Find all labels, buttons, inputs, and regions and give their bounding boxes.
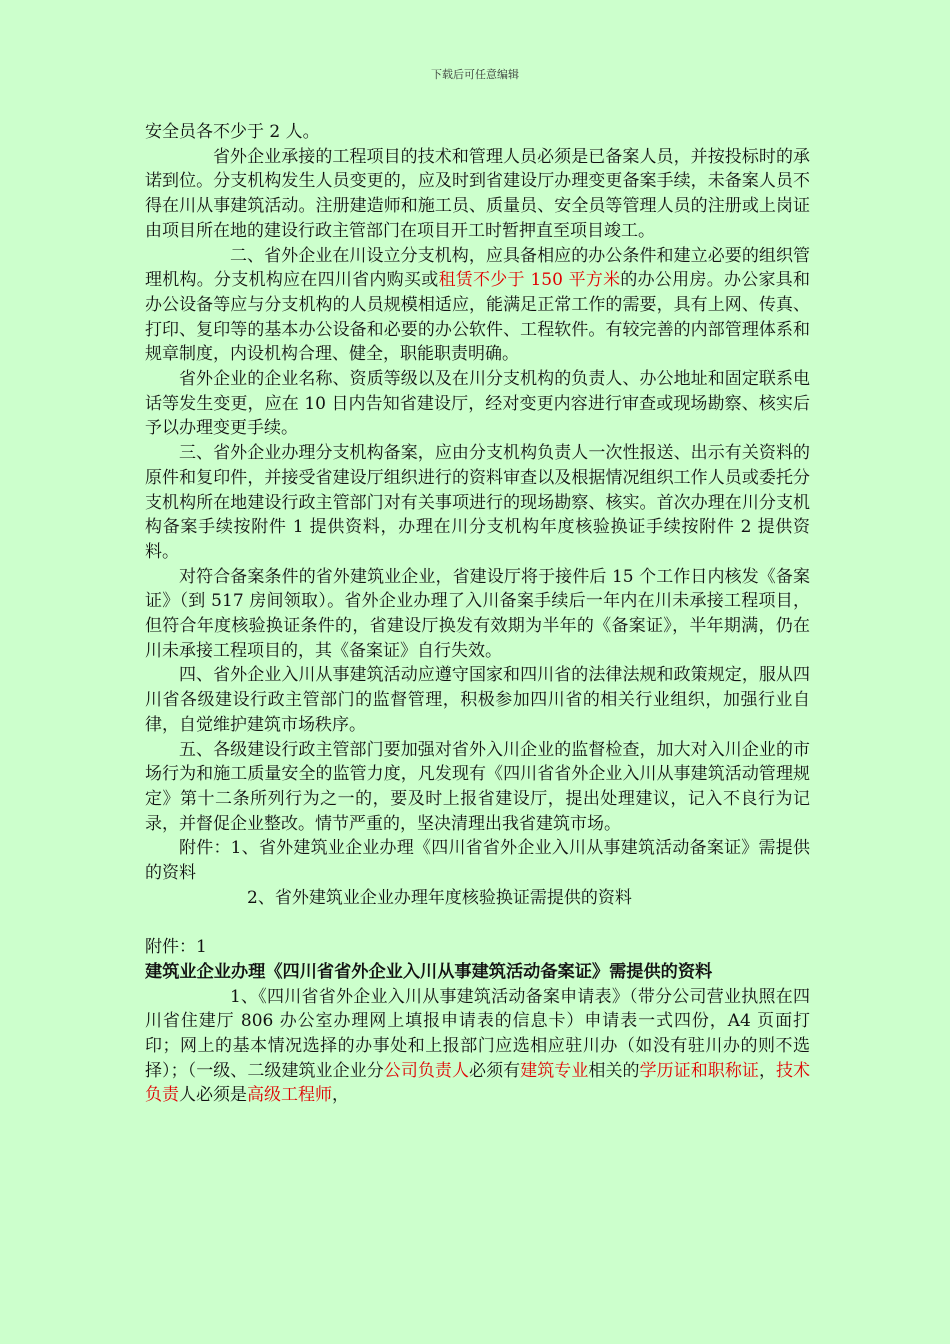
paragraph: [145, 935, 810, 960]
highlighted-text: 建筑专业: [520, 1060, 589, 1081]
text-run: 四、省外企业入川从事建筑活动应遵守国家和四川省的法律法规和政策规定，服从四川省各级建设行政主管部门的监督管理，积极参加四川省的相关行业组织，加强行业自律，自觉维护建筑市场秩序。: [145, 665, 810, 735]
text-run: 人必须是: [179, 1085, 247, 1106]
paragraph: [145, 145, 810, 244]
highlighted-text: 公司负责人: [383, 1060, 470, 1081]
blank-line: [145, 911, 810, 936]
text-run: 2、省外建筑业企业办理年度核验换证需提供的资料: [247, 887, 632, 908]
text-run: 相关的: [588, 1060, 640, 1081]
text-run: 附件：1: [145, 937, 207, 958]
highlighted-text: 技术负责: [145, 1060, 811, 1106]
text-run: 建筑业企业办理《四川省省外企业入川从事建筑活动备案证》需提供的资料: [145, 961, 713, 982]
text-run: 省外企业承接的工程项目的技术和管理人员必须是已备案人员，并按投标时的承诺到位。分支机构发生人员变更的，应及时到省建设厅办理变更备案手续，未备案人员不得在川从事建筑活动。注册建造师和施工员、质量员、安全员等管理人员的注册或上岗证由项目所在地的建设行政主管部门在项目开工时暂押直至项目竣工。: [145, 146, 810, 241]
text-run: ，: [332, 1085, 349, 1106]
paragraph: [145, 244, 810, 368]
paragraph: [145, 663, 810, 737]
paragraph: [145, 367, 810, 441]
text-run: ，: [758, 1060, 776, 1081]
text-run: 附件：1、省外建筑业企业办理《四川省省外企业入川从事建筑活动备案证》需提供的资料: [145, 838, 810, 884]
highlighted-text: 学历证和职称证: [639, 1060, 759, 1081]
paragraph: [145, 738, 810, 837]
paragraph: [145, 565, 810, 664]
text-run: 三、省外企业办理分支机构备案，应由分支机构负责人一次性报送、出示有关资料的原件和复印件，并接受省建设厅组织进行的资料审查以及根据情况组织工作人员或委托分支机构所在地建设行政主管部门对有关事项进行的现场勘察、核实。首次办理在川分支机构备案手续按附件 1 提供资料，办理在川分支机构年度核验换证手续按附件 2 提供资料。: [145, 443, 810, 562]
text-run: 安全员各不少于 2 人。: [145, 122, 320, 142]
text-run: 1、《四川省省外企业入川从事建筑活动备案申请表》（带分公司营业执照在四川省住建厅 806 办公室办理网上填报申请表的信息卡）申请表一式四份，A4 页面打印；网上的基本情况选择的办事处和上报部门应选相应驻川办（如没有驻川办的则不选择）；（一级、二级建筑业企业分: [145, 986, 810, 1081]
paragraph: [145, 441, 810, 565]
text-run: 省外企业的企业名称、资质等级以及在川分支机构的负责人、办公地址和固定联系电话等发生变更，应在 10 日内告知省建设厅，经对变更内容进行审查或现场勘察、核实后予以办理变更手续。: [145, 369, 810, 439]
text-run: 对符合备案条件的省外建筑业企业，省建设厅将于接件后 15 个工作日内核发《备案证》（到 517 房间领取）。省外企业办理了入川备案手续后一年内在川未承接工程项目，但符合年度核验换证条件的，省建设厅换发有效期为半年的《备案证》，半年期满，仍在川未承接工程项目的，其《备案证》自行失效。: [145, 566, 810, 661]
text-run: 五、各级建设行政主管部门要加强对省外入川企业的监督检查，加大对入川企业的市场行为和施工质量安全的监管力度，凡发现有《四川省省外企业入川从事建筑活动管理规定》第十二条所列行为之一的，要及时上报省建设厅，提出处理建议，记入不良行为记录，并督促企业整改。情节严重的，坚决清理出我省建筑市场。: [145, 739, 810, 834]
highlighted-text: 租赁不少于 150 平方米: [438, 270, 621, 291]
paragraph: [145, 985, 810, 1109]
paragraph: [145, 120, 810, 145]
page-header: 下载后可任意编辑: [431, 68, 519, 81]
text-run: 必须有: [469, 1060, 521, 1081]
text-run: 二、省外企业在川设立分支机构，应具备相应的办公条件和建立必要的组织管理机构。分支机构应在四川省内购买或: [145, 245, 810, 291]
document-body: [145, 120, 810, 1108]
attachment-title: [145, 960, 810, 985]
paragraph: [145, 836, 810, 885]
highlighted-text: 高级工程师: [247, 1085, 332, 1106]
text-run: 的办公用房。办公家具和办公设备等应与分支机构的人员规模相适应，能满足正常工作的需要，具有上网、传真、打印、复印等的基本办公设备和必要的办公软件、工程软件。有较完善的内部管理体系和规章制度，内设机构合理、健全，职能职责明确。: [145, 270, 811, 365]
paragraph: [145, 886, 810, 911]
